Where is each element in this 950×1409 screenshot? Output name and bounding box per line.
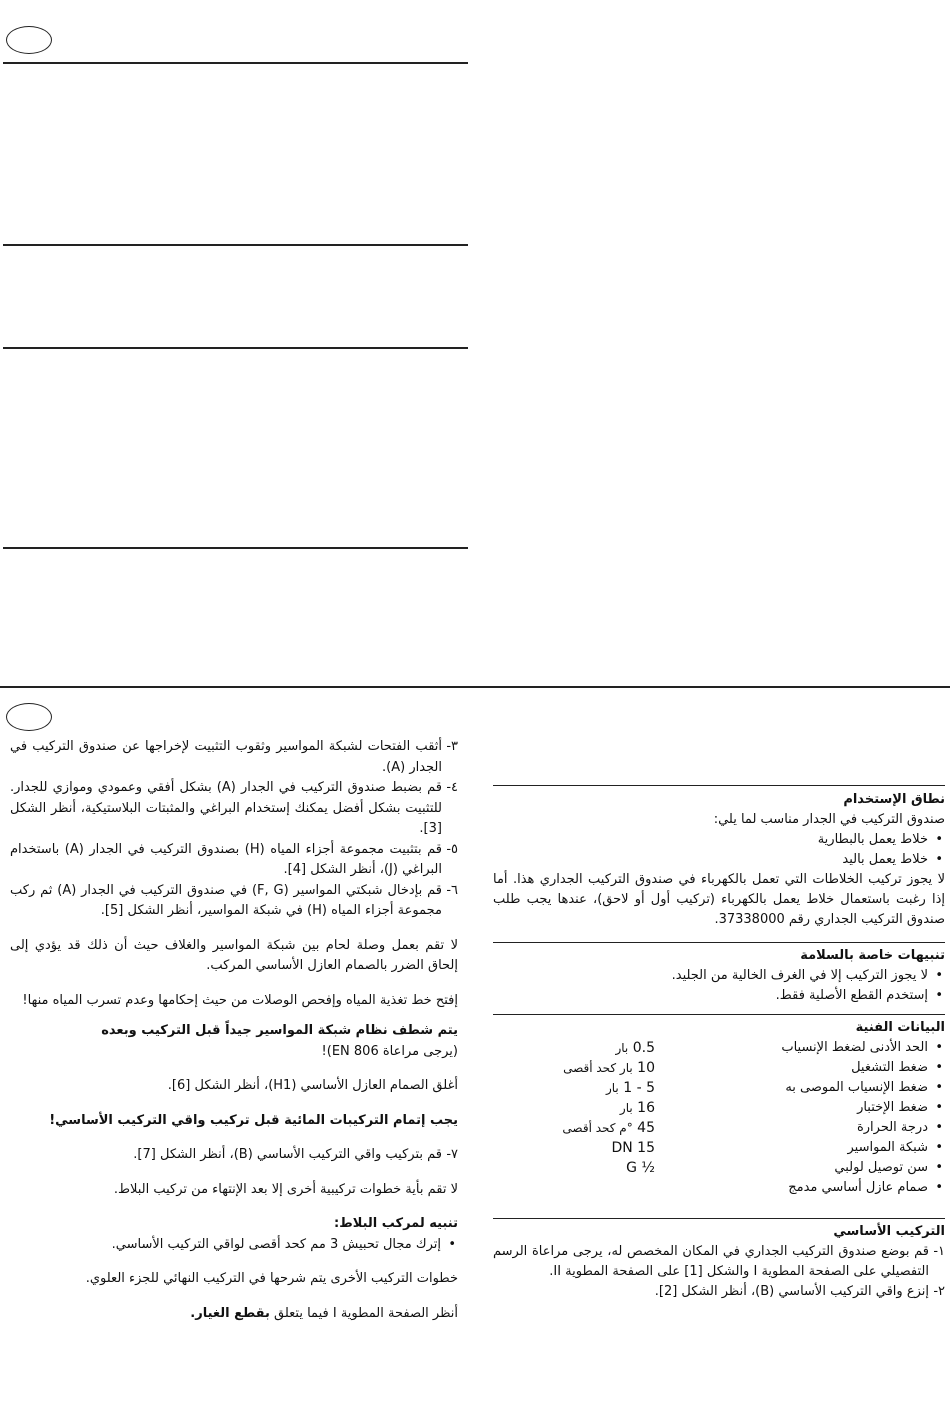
basic-step-1: ١- قم بوضع صندوق التركيب الجداري في المكان المخصص له، يرجى مراعاة الرسم التفصيلي على الصفحة المطوية I والشكل [1] على الصفحة المطوية II. (493, 1244, 945, 1279)
basic-title: التركيب الأساسي (833, 1224, 945, 1239)
usage-list (493, 830, 945, 870)
table-row: • ضغط التشغيل 10 بار كحد أقصى (493, 1058, 945, 1078)
language-oval-top (6, 26, 52, 54)
tech-table (493, 1038, 945, 1198)
finish-warning: يجب إتمام التركيبات المائية قبل تركيب واقي التركيب الأساسي! (49, 1112, 458, 1128)
step-7: ٧- قم بتركيب واقي التركيب الأساسي (B)، أنظر الشكل [7]. (133, 1147, 458, 1162)
safety-section (493, 946, 945, 1006)
basic-step-2: ٢- إنزع واقي التركيب الأساسي (B)، أنظر الشكل [2]. (654, 1284, 945, 1299)
tiler-list (10, 1235, 458, 1256)
usage-intro: صندوق التركيب في الجدار مناسب لما يلي: (713, 812, 945, 827)
usage-section (493, 790, 945, 930)
table-row: • ضغط الإختبار 16 بار (493, 1098, 945, 1118)
divider-3 (3, 347, 468, 349)
tiler-title: تنبيه لمركب البلاط: (334, 1216, 458, 1231)
tech-rule (493, 1014, 945, 1015)
left-column (10, 737, 458, 1324)
tech-title: البيانات الفنية (855, 1020, 945, 1035)
list-item: • إترك مجال تحبيش 3 مم كحد أقصى لواقي التركيب الأساسي. (10, 1235, 458, 1256)
usage-rule (493, 785, 945, 786)
usage-note: لا يجوز تركيب الخلاطات التي تعمل بالكهرباء في صندوق التركيب الجداري هذا. أما إذا رغبت باستعمال خلاط يعمل بالكهرباء (تركيب أول أو لاحق)، عندها يجب طلب صندوق التركيب الجداري رقم 37338000. (493, 872, 945, 927)
table-row: • شبكة المواسير DN 15 (493, 1138, 945, 1158)
list-item: • خلاط يعمل باليد (493, 850, 945, 870)
no-further-steps: لا تقم بأية خطوات تركيبية أخرى إلا بعد الإنتهاء من تركيب البلاط. (113, 1181, 458, 1197)
safety-title: تنبيهات خاصة بالسلامة (800, 948, 945, 963)
final-steps-note: خطوات التركيب الأخرى يتم شرحها في التركيب النهائي للجزء العلوي. (85, 1271, 458, 1286)
safety-rule (493, 942, 945, 943)
safety-list (493, 966, 945, 1006)
step-3: ٣- أثقب الفتحات لشبكة المواسير وثقوب التثبيت لإخراجها عن صندوق التركيب في الجدار (A). (10, 739, 458, 775)
step-5: ٥- قم بتثبيت مجموعة أجزاء المياه (H) بصندوق التركيب في الجدار (A) باستخدام البراغي (J)، أنظر الشكل [4]. (10, 841, 458, 877)
divider-2 (3, 244, 468, 246)
divider-4 (3, 547, 468, 549)
step-4: ٤- قم بضبط صندوق التركيب في الجدار (A) بشكل أفقي وعمودي وموازي للجدار. للتثبيت بشكل أفضل يمكنك إستخدام البراغي والمثبتات البلاستيكية، أنظر الشكل [3]. (10, 780, 458, 836)
list-item: • خلاط يعمل بالبطارية (493, 830, 945, 850)
language-oval-arabic (6, 703, 52, 731)
table-row: • سن توصيل لولبي G ½ (493, 1158, 945, 1178)
open-water-note: إفتح خط تغذية المياه وإفحص الوصلات من حيث إحكامها وعدم تسرب المياه منها! (22, 992, 458, 1008)
divider-1 (3, 62, 468, 64)
note-solder: لا تقم بعمل وصلة لحام بين شبكة المواسير والغلاف حيث أن ذلك قد يؤدي إلى إلحاق الضرر بالصمام العازل الأساسي المركب. (10, 937, 458, 973)
close-valve-note: أغلق الصمام العازل الأساسي (H1)، أنظر الشكل [6]. (167, 1078, 458, 1093)
table-row: • صمام عازل أساسي مدمج (493, 1178, 945, 1198)
usage-title: نطاق الإستخدام (843, 792, 945, 807)
basic-rule (493, 1218, 945, 1219)
flush-reference: (يرجى مراعاة EN 806)! (321, 1043, 458, 1059)
list-item: • لا يجوز التركيب إلا في الغرف الخالية من الجليد. (493, 966, 945, 986)
basic-section (493, 1222, 945, 1302)
step-6: ٦- قم بإدخال شبكتي المواسير (F, G) في صندوق التركيب في الجدار (A) ثم ركب مجموعة أجزاء المياه (H) في شبكة المواسير، أنظر الشكل [5]. (10, 882, 458, 918)
flush-warning: يتم شطف نظام شبكة المواسير جيداً قبل التركيب وبعده (101, 1023, 458, 1038)
tech-section (493, 1018, 945, 1198)
table-row: • درجة الحرارة 45 °م كحد أقصى (493, 1118, 945, 1138)
table-row: • ضغط الإنسياب الموصى به 1 - 5 بار (493, 1078, 945, 1098)
fold-page-note: أنظر الصفحة المطوية I فيما يتعلق بقطع الغيار. (190, 1305, 458, 1321)
list-item: • إستخدم القطع الأصلية فقط. (493, 986, 945, 1006)
section-divider (0, 686, 950, 688)
table-row: • الحد الأدنى لضغط الإنسياب 0.5 بار (493, 1038, 945, 1058)
